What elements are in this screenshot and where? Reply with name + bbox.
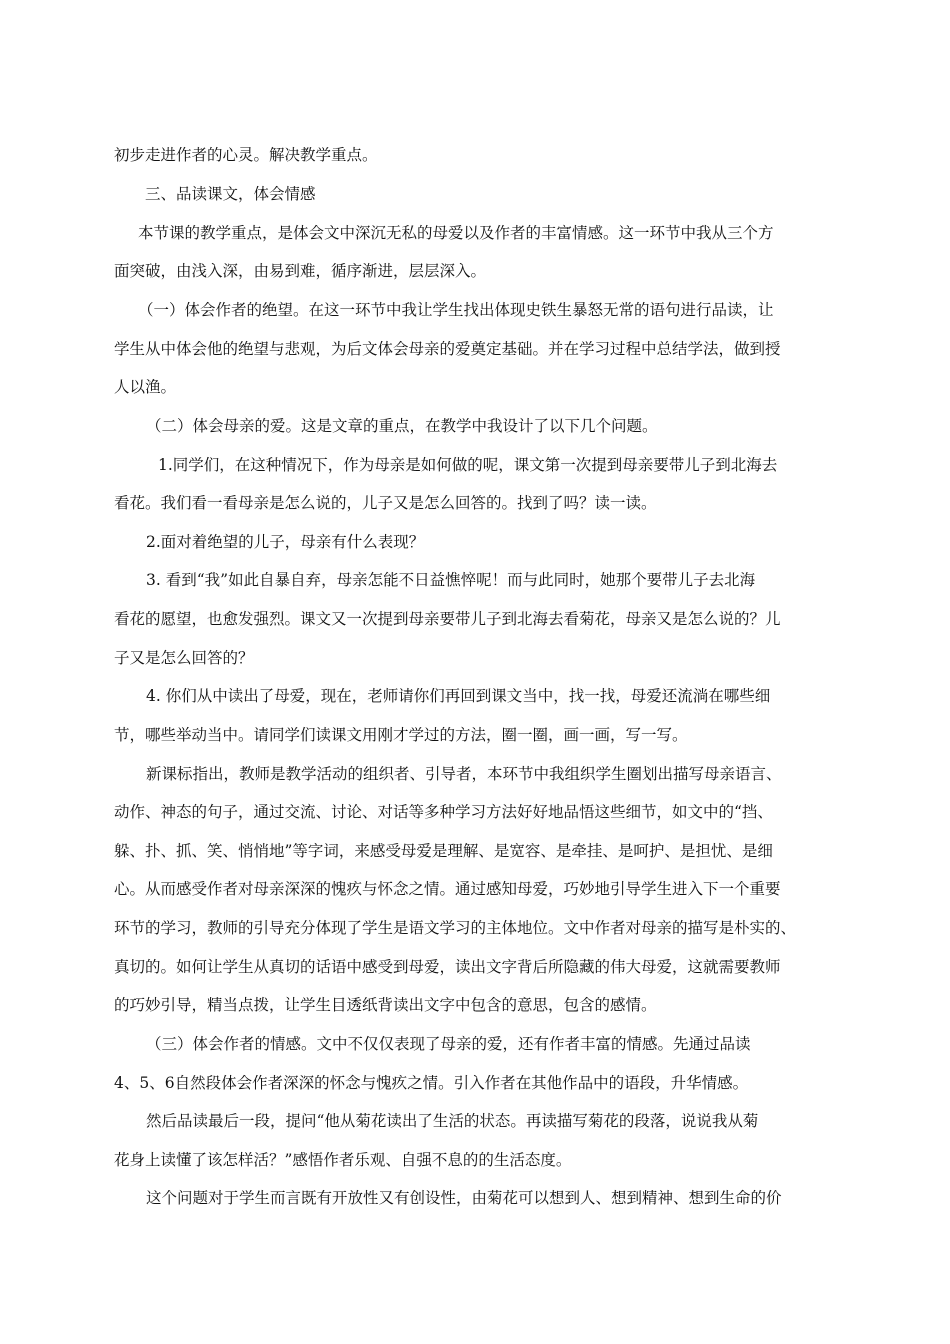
text-line [0,646,950,670]
line-text: （三）体会作者的情感。文中不仅仅表现了母亲的爱，还有作者丰富的情感。先通过品读 [146,1035,751,1053]
line-text: （一）体会作者的绝望。在这一环节中我让学生找出体现史铁生暴怒无常的语句进行品读，让 [138,301,774,319]
heading-text: 三、品读课文，体会情感 [145,185,316,203]
line-text: 躲、扑、抓、笑、悄悄地”等字词，来感受母爱是理解、是宽容、是牵挂、是呵护、是担忧、是细 [114,842,773,860]
text-line [0,607,950,631]
line-text: 人以渔。 [114,378,177,396]
text-line [0,143,950,167]
text-line [0,375,950,399]
line-text: 4、5、6自然段体会作者深深的怀念与愧疚之情。引入作者在其他作品中的语段，升华情感。 [114,1074,749,1092]
section-heading [0,182,950,206]
text-line [0,259,950,283]
subsection-heading [0,414,950,438]
text-line [0,762,950,786]
line-text: 本节课的教学重点，是体会文中深沉无私的母爱以及作者的丰富情感。这一环节中我从三个方 [138,224,774,242]
text-line [0,839,950,863]
line-text: 2.面对着绝望的儿子，母亲有什么表现？ [146,533,425,551]
line-text: 花身上读懂了该怎样活？”感悟作者乐观、自强不息的的生活态度。 [114,1151,572,1169]
text-line [0,530,950,554]
line-text: 看花的愿望，也愈发强烈。课文又一次提到母亲要带儿子到北海去看菊花，母亲又是怎么说的？儿 [114,610,781,628]
line-text: 节，哪些举动当中。请同学们读课文用刚才学过的方法，圈一圈，画一画，写一写。 [114,726,688,744]
line-text: 初步走进作者的心灵。解决教学重点。 [114,146,378,164]
line-text: 子又是怎么回答的？ [114,649,254,667]
text-line [0,877,950,901]
text-line [0,453,950,477]
line-text: 4. 你们从中读出了母爱，现在，老师请你们再回到课文当中，找一找，母爱还流淌在哪些细 [146,687,771,705]
text-line [0,491,950,515]
line-text: 真切的。如何让学生从真切的话语中感受到母爱，读出文字背后所隐藏的伟大母爱，这就需要教师 [114,958,781,976]
text-line [0,800,950,824]
text-line [0,337,950,361]
text-line [0,1148,950,1172]
line-text: 3. 看到“我”如此自暴自弃，母亲怎能不日益憔悴呢！而与此同时，她那个要带儿子去北海 [146,571,756,589]
line-text: 环节的学习，教师的引导充分体现了学生是语文学习的主体地位。文中作者对母亲的描写是朴实的、 [114,919,797,937]
text-line [0,916,950,940]
text-line [0,723,950,747]
line-text: 面突破，由浅入深，由易到难，循序渐进，层层深入。 [114,262,487,280]
line-text: 看花。我们看一看母亲是怎么说的，儿子又是怎么回答的。找到了吗？读一读。 [114,494,657,512]
line-text: 然后品读最后一段，提问“他从菊花读出了生活的状态。再读描写菊花的段落，说说我从菊 [146,1112,759,1130]
line-text: 1.同学们，在这种情况下，作为母亲是如何做的呢，课文第一次提到母亲要带儿子到北海去 [158,456,778,474]
text-line [0,568,950,592]
line-text: 动作、神态的句子，通过交流、讨论、对话等多种学习方法好好地品悟这些细节，如文中的“挡、 [114,803,773,821]
text-line [0,1109,950,1133]
line-text: 的巧妙引导，精当点拨，让学生目透纸背读出文字中包含的意思，包含的感情。 [114,996,657,1014]
line-text: 这个问题对于学生而言既有开放性又有创设性，由菊花可以想到人、想到精神、想到生命的价 [146,1189,782,1207]
text-line [0,221,950,245]
text-line [0,993,950,1017]
line-text: 心。从而感受作者对母亲深深的愧疚与怀念之情。通过感知母爱，巧妙地引导学生进入下一个重要 [114,880,781,898]
line-text: （二）体会母亲的爱。这是文章的重点，在教学中我设计了以下几个问题。 [146,417,658,435]
text-line [0,298,950,322]
line-text: 学生从中体会他的绝望与悲观，为后文体会母亲的爱奠定基础。并在学习过程中总结学法，做到授 [114,340,781,358]
text-line [0,1186,950,1210]
text-line [0,955,950,979]
text-line [0,1071,950,1095]
line-text: 新课标指出，教师是教学活动的组织者、引导者，本环节中我组织学生圈划出描写母亲语言、 [146,765,782,783]
text-line [0,684,950,708]
subsection-heading [0,1032,950,1056]
